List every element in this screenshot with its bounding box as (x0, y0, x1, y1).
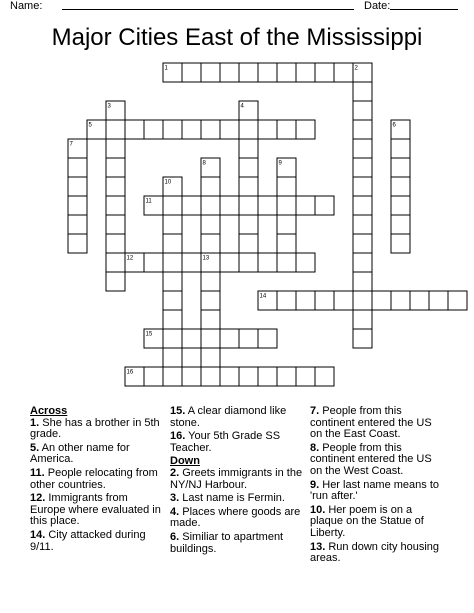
grid-number: 12 (126, 255, 134, 262)
grid-cell[interactable] (182, 253, 201, 272)
grid-cell[interactable] (353, 177, 372, 196)
grid-cell[interactable] (353, 253, 372, 272)
grid-cell[interactable] (353, 272, 372, 291)
clue-item: 5. An other name for America. (30, 441, 130, 466)
grid-cell[interactable] (353, 120, 372, 139)
grid-cell[interactable] (315, 196, 334, 215)
clue-item: 16. Your 5th Grade SS Teacher. (170, 430, 281, 454)
grid-cell[interactable] (277, 291, 296, 310)
grid-cell[interactable] (182, 120, 201, 139)
grid-cell[interactable] (125, 120, 144, 139)
grid-cell[interactable] (68, 158, 87, 177)
grid-cell[interactable] (163, 234, 182, 253)
grid-cell[interactable] (277, 367, 296, 386)
grid-cell[interactable] (201, 329, 220, 348)
grid-cell[interactable] (220, 329, 239, 348)
grid-number: 9 (278, 160, 282, 167)
grid-cell[interactable] (182, 329, 201, 348)
grid-cell[interactable] (239, 63, 258, 82)
page-title: Major Cities East of the Mississippi (51, 24, 423, 51)
grid-cell[interactable] (182, 367, 201, 386)
grid-cell[interactable] (144, 253, 163, 272)
grid-cell[interactable] (106, 158, 125, 177)
grid-number: 1 (164, 65, 168, 72)
grid-cell[interactable] (239, 329, 258, 348)
clues-column-2 (170, 406, 304, 557)
clue-item: 6. Similiar to apartment buildings. (170, 530, 284, 555)
grid-cell[interactable] (220, 196, 239, 215)
grid-cell[interactable] (334, 63, 353, 82)
grid-cell[interactable] (201, 63, 220, 82)
grid-cell[interactable] (315, 367, 334, 386)
grid-cell[interactable] (201, 291, 220, 310)
grid-cell[interactable] (391, 158, 410, 177)
grid-cell[interactable] (106, 272, 125, 291)
grid-cell[interactable] (315, 291, 334, 310)
grid-cell[interactable] (201, 177, 220, 196)
grid-cell[interactable] (296, 291, 315, 310)
grid-cell[interactable] (258, 63, 277, 82)
grid-cell[interactable] (239, 158, 258, 177)
grid-cell[interactable] (239, 120, 258, 139)
grid-number: 16 (126, 369, 134, 376)
across-heading: Across (30, 405, 68, 417)
grid-cell[interactable] (163, 348, 182, 367)
grid-cell[interactable] (201, 367, 220, 386)
grid-number: 10 (164, 179, 172, 186)
clues-column-1 (30, 406, 164, 555)
grid-cell[interactable] (68, 234, 87, 253)
grid-cell[interactable] (391, 215, 410, 234)
grid-cell[interactable] (201, 215, 220, 234)
grid-cell[interactable] (353, 196, 372, 215)
grid-cell[interactable] (239, 367, 258, 386)
clue-item: 8. People from this continent entered the US on the West Coast. (310, 441, 432, 477)
clue-item: 3. Last name is Fermin. (170, 492, 285, 505)
grid-cell[interactable] (201, 272, 220, 291)
grid-cell[interactable] (315, 63, 334, 82)
grid-cell[interactable] (106, 139, 125, 158)
grid-cell[interactable] (163, 120, 182, 139)
grid-cell[interactable] (144, 367, 163, 386)
clue-item: 9. Her last name means to 'run after.' (310, 478, 440, 503)
grid-cell[interactable] (334, 291, 353, 310)
grid-cell[interactable] (296, 63, 315, 82)
grid-cell[interactable] (182, 63, 201, 82)
grid-cell[interactable] (429, 291, 448, 310)
grid-number: 6 (392, 122, 396, 129)
grid-cell[interactable] (391, 177, 410, 196)
grid-number: 13 (202, 255, 210, 262)
grid-cell[interactable] (239, 253, 258, 272)
grid-cell[interactable] (296, 253, 315, 272)
grid-cell[interactable] (391, 139, 410, 158)
grid-cell[interactable] (391, 196, 410, 215)
grid-cell[interactable] (106, 120, 125, 139)
grid-cell[interactable] (258, 196, 277, 215)
grid-cell[interactable] (163, 310, 182, 329)
grid-cell[interactable] (220, 63, 239, 82)
grid-cell[interactable] (296, 120, 315, 139)
grid-cell[interactable] (68, 215, 87, 234)
grid-cell[interactable] (106, 177, 125, 196)
grid-cell[interactable] (391, 234, 410, 253)
grid-cell[interactable] (277, 196, 296, 215)
grid-cell[interactable] (258, 253, 277, 272)
clue-item: 1. She has a brother in 5th grade. (30, 416, 160, 441)
grid-cell[interactable] (353, 82, 372, 101)
grid-cell[interactable] (258, 367, 277, 386)
grid-cell[interactable] (353, 139, 372, 158)
grid-cell[interactable] (410, 291, 429, 310)
grid-cell[interactable] (353, 215, 372, 234)
grid-cell[interactable] (220, 367, 239, 386)
grid-cell[interactable] (239, 196, 258, 215)
clue-item: 11. People relocating from other countries. (30, 466, 158, 491)
grid-cell[interactable] (106, 196, 125, 215)
grid-cell[interactable] (277, 177, 296, 196)
grid-cell[interactable] (277, 63, 296, 82)
grid-cell[interactable] (296, 367, 315, 386)
clue-item: 14. City attacked during 9/11. (30, 528, 146, 553)
grid-cell[interactable] (106, 215, 125, 234)
grid-number: 4 (240, 103, 244, 110)
grid-cell[interactable] (353, 158, 372, 177)
grid-cell[interactable] (163, 215, 182, 234)
grid-cell[interactable] (201, 234, 220, 253)
grid-cell[interactable] (106, 234, 125, 253)
grid-cell[interactable] (353, 329, 372, 348)
clue-item: 2. Greets immigrants in the NY/NJ Harbour. (170, 466, 303, 491)
clue-item: 12. Immigrants from Europe where evaluated in this place. (30, 492, 161, 528)
grid-cell[interactable] (353, 291, 372, 310)
grid-cell[interactable] (277, 234, 296, 253)
grid-cell[interactable] (239, 234, 258, 253)
grid-cell[interactable] (277, 120, 296, 139)
clue-item: 10. Her poem is on a plaque on the Statue of Liberty. (310, 503, 424, 539)
grid-number: 11 (145, 198, 152, 205)
date-label: Date: (364, 0, 391, 12)
grid-cell[interactable] (201, 310, 220, 329)
clue-item: 4. Places where goods are made. (170, 505, 301, 530)
grid-cell[interactable] (163, 291, 182, 310)
grid-cell[interactable] (163, 367, 182, 386)
grid-number: 3 (107, 103, 111, 110)
grid-number: 14 (259, 293, 267, 300)
name-label: Name: (10, 0, 43, 12)
grid-cell[interactable] (239, 215, 258, 234)
grid-cell[interactable] (220, 120, 239, 139)
clue-item: 13. Run down city housing areas. (310, 540, 440, 565)
grid-number: 8 (202, 160, 206, 167)
grid-cell[interactable] (182, 196, 201, 215)
clue-item: 15. A clear diamond like stone. (170, 405, 287, 429)
grid-cell[interactable] (353, 234, 372, 253)
grid-cell[interactable] (163, 272, 182, 291)
grid-cell[interactable] (296, 196, 315, 215)
grid-cell[interactable] (239, 177, 258, 196)
grid-cell[interactable] (144, 120, 163, 139)
clues-column-3 (310, 406, 444, 567)
grid-number: 2 (354, 65, 358, 72)
grid-cell[interactable] (163, 329, 182, 348)
grid-cell[interactable] (220, 253, 239, 272)
grid-cell[interactable] (353, 310, 372, 329)
grid-cell[interactable] (239, 139, 258, 158)
grid-cell[interactable] (106, 253, 125, 272)
grid-cell[interactable] (201, 120, 220, 139)
clue-item: 7. People from this continent entered the US on the East Coast. (310, 405, 432, 441)
grid-cell[interactable] (68, 177, 87, 196)
grid-cell[interactable] (353, 101, 372, 120)
grid-cell[interactable] (258, 329, 277, 348)
down-heading: Down (170, 455, 200, 468)
grid-cell[interactable] (68, 196, 87, 215)
grid-cell[interactable] (448, 291, 467, 310)
grid-cell[interactable] (258, 120, 277, 139)
grid-number: 5 (88, 122, 92, 129)
grid-cell[interactable] (277, 215, 296, 234)
grid-number: 7 (69, 141, 73, 148)
grid-cell[interactable] (201, 196, 220, 215)
grid-cell[interactable] (277, 253, 296, 272)
grid-cell[interactable] (163, 253, 182, 272)
grid-cell[interactable] (391, 291, 410, 310)
grid-cell[interactable] (163, 196, 182, 215)
grid-cell[interactable] (201, 348, 220, 367)
grid-cell[interactable] (372, 291, 391, 310)
grid-number: 15 (145, 331, 153, 338)
